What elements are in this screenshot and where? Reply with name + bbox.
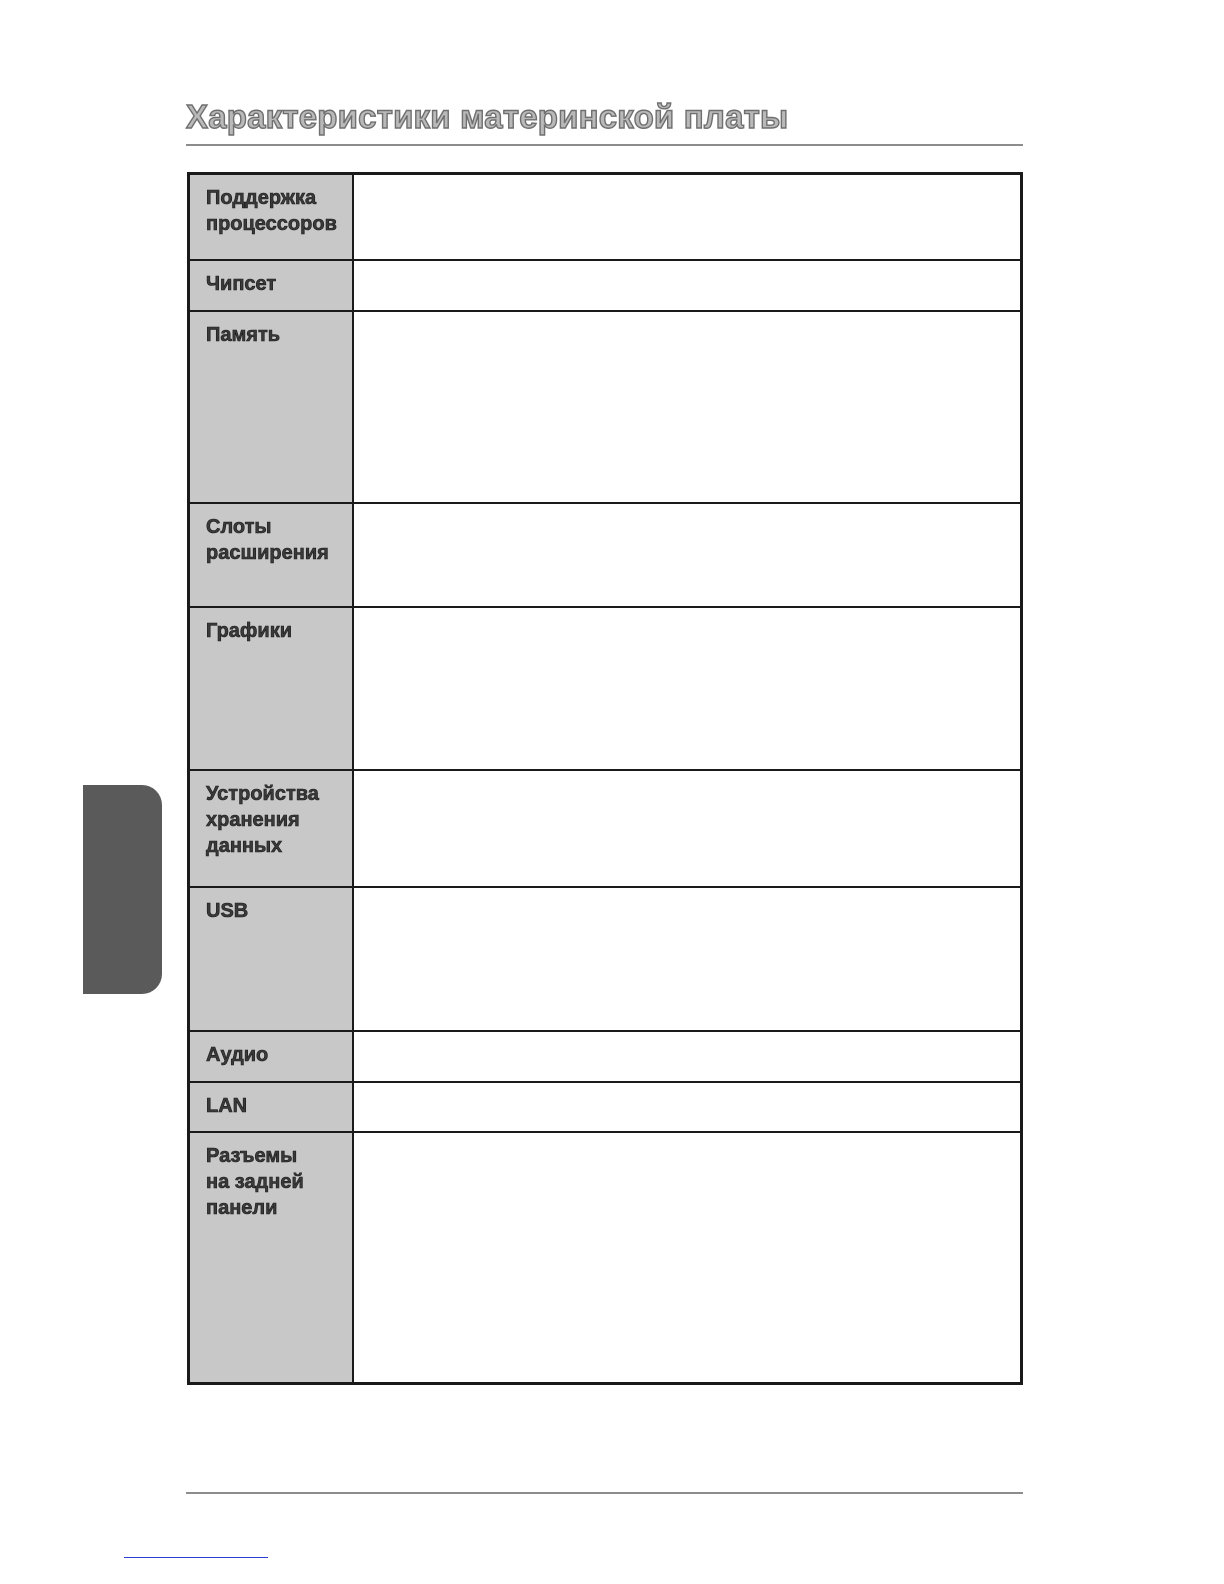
table-row [189, 1031, 1022, 1082]
spec-value-lan [353, 1082, 1022, 1132]
table-row [189, 887, 1022, 1031]
table-row [189, 174, 1022, 260]
table-row [189, 1132, 1022, 1384]
spec-value-rear-panel [353, 1132, 1022, 1384]
spec-label-lan: LAN [189, 1082, 353, 1132]
table-row [189, 607, 1022, 770]
spec-label-cpu: Поддержка процессоров [189, 174, 353, 260]
title-divider [186, 144, 1023, 146]
spec-value-expansion-slots [353, 503, 1022, 607]
spec-value-chipset [353, 260, 1022, 311]
spec-value-memory [353, 311, 1022, 503]
chapter-side-tab [83, 785, 162, 994]
page-title: Характеристики материнской платы [186, 98, 789, 135]
spec-label-audio: Аудио [189, 1031, 353, 1082]
spec-value-audio [353, 1031, 1022, 1082]
spec-value-cpu [353, 174, 1022, 260]
spec-label-chipset: Чипсет [189, 260, 353, 311]
bottom-underline [124, 1557, 268, 1558]
footer-divider [186, 1492, 1023, 1494]
spec-label-graphics: Графики [189, 607, 353, 770]
spec-label-expansion-slots: Слоты расширения [189, 503, 353, 607]
table-row [189, 260, 1022, 311]
table-row [189, 503, 1022, 607]
spec-label-memory: Память [189, 311, 353, 503]
table-row [189, 311, 1022, 503]
table-row [189, 1082, 1022, 1132]
spec-value-usb [353, 887, 1022, 1031]
spec-table [187, 172, 1023, 1385]
spec-label-storage: Устройства хранения данных [189, 770, 353, 887]
spec-label-rear-panel: Разъемы на задней панели [189, 1132, 353, 1384]
spec-label-usb: USB [189, 887, 353, 1031]
spec-value-storage [353, 770, 1022, 887]
spec-value-graphics [353, 607, 1022, 770]
table-row [189, 770, 1022, 887]
